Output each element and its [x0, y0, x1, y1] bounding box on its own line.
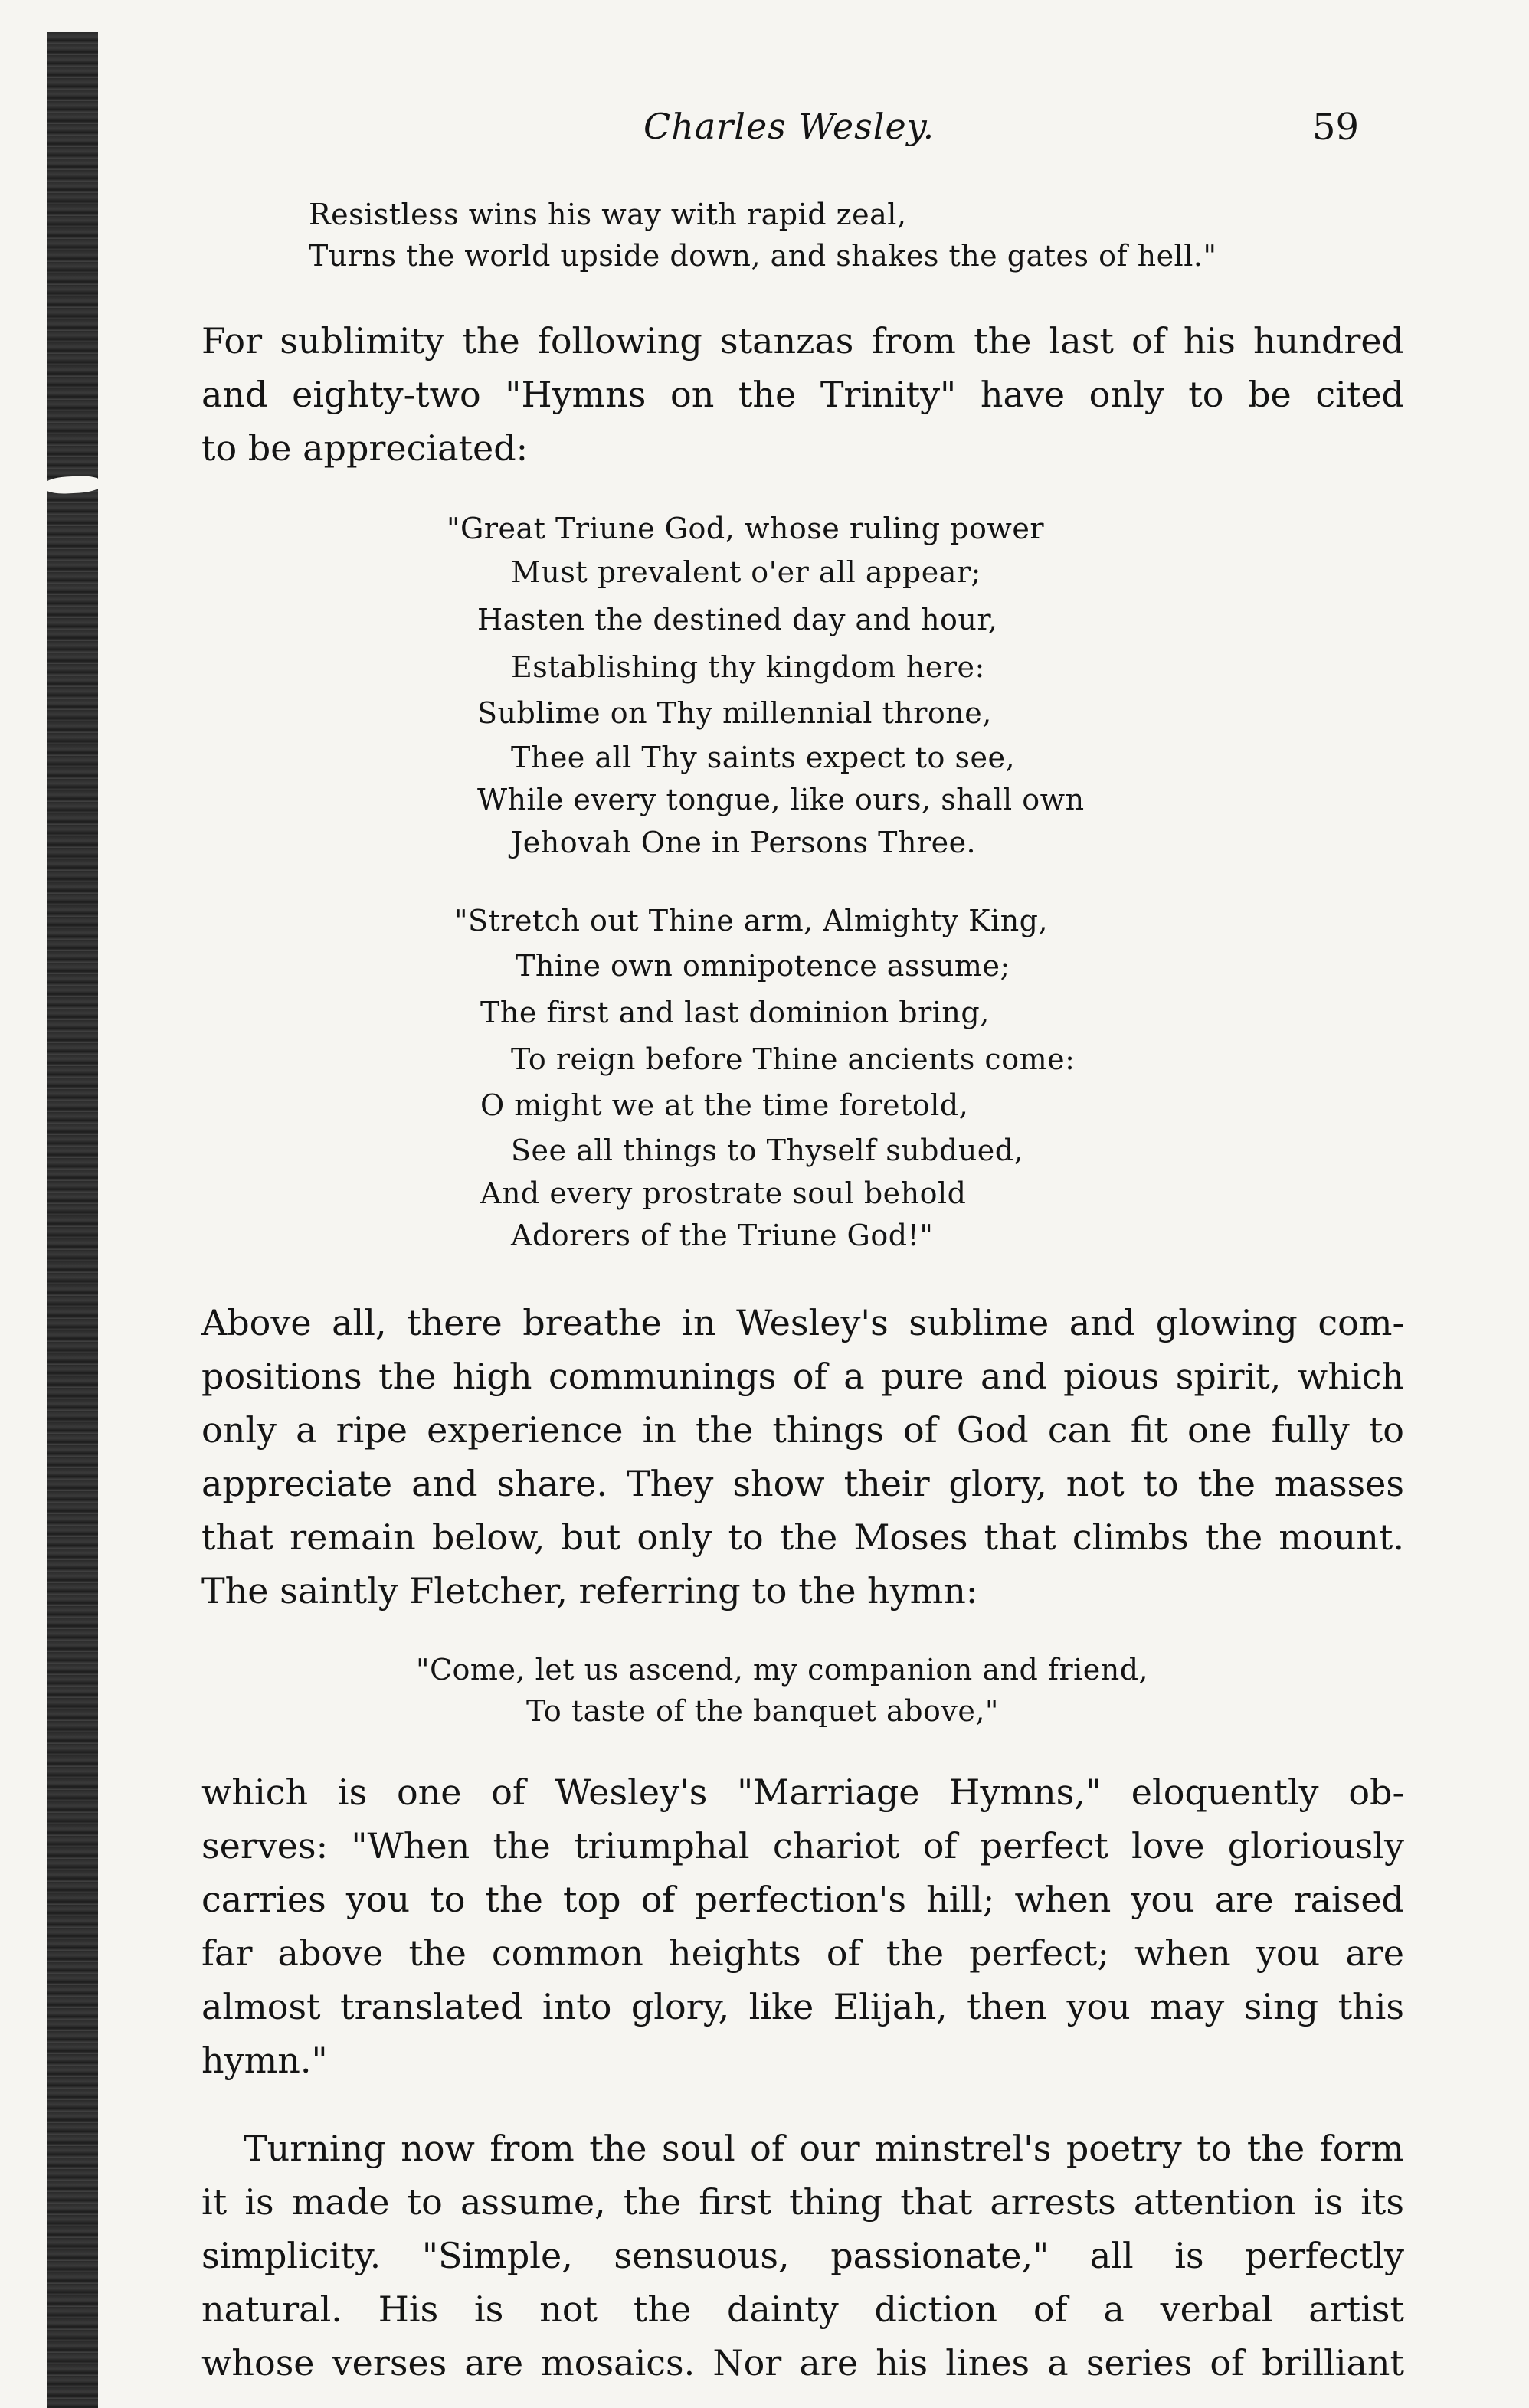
text-line: and eighty-two "Hymns on the Trinity" have only to be cited	[201, 374, 1404, 415]
scan-binding-edge	[47, 32, 98, 2408]
text-line: serves: "When the triumphal chariot of perfect love gloriously	[201, 1825, 1404, 1867]
paragraph-4	[201, 2122, 1404, 2390]
text-line: far above the common heights of the perfect; when you are	[201, 1932, 1404, 1974]
verse-line: "Come, let us ascend, my companion and friend,	[416, 1653, 1149, 1687]
text-line: natural. His is not the dainty diction of a verbal artist	[201, 2289, 1404, 2330]
page-header	[0, 106, 1529, 167]
text-line: positions the high communings of a pure and pious spirit, which	[201, 1356, 1404, 1397]
text-line: Turning now from the soul of our minstrel's poetry to the form	[244, 2128, 1404, 2169]
verse-line: Adorers of the Triune God!"	[511, 1219, 934, 1252]
verse-line: The first and last dominion bring,	[480, 996, 990, 1029]
verse-line: To reign before Thine ancients come:	[511, 1042, 1076, 1076]
text-line: appreciate and share. They show their glory, not to the masses	[201, 1463, 1404, 1504]
text-line: simplicity. "Simple, sensuous, passionate," all is perfectly	[201, 2235, 1404, 2276]
verse-line: Sublime on Thy millennial throne,	[477, 696, 992, 730]
paragraph-2	[201, 1296, 1404, 1618]
verse-line: And every prostrate soul behold	[480, 1176, 967, 1210]
verse-line: "Stretch out Thine arm, Almighty King,	[454, 904, 1049, 937]
text-line: For sublimity the following stanzas from the last of his hundred	[201, 320, 1404, 362]
running-head: Charles Wesley.	[643, 106, 935, 147]
text-line: hymn."	[201, 2040, 328, 2081]
text-line: Above all, there breathe in Wesley's sublime and glowing com-	[201, 1302, 1404, 1343]
text-line: almost translated into glory, like Elijah, then you may sing this	[201, 1986, 1404, 2027]
text-line: whose verses are mosaics. Nor are his lines a series of brilliant	[201, 2342, 1404, 2383]
verse-line: Must prevalent o'er all appear;	[511, 555, 981, 589]
verse-line: Jehovah One in Persons Three.	[511, 826, 977, 859]
verse-line: Hasten the destined day and hour,	[477, 603, 998, 636]
paragraph-3	[201, 1765, 1404, 2087]
paragraph-1	[201, 314, 1404, 475]
text-line: that remain below, but only to the Moses that climbs the mount.	[201, 1516, 1404, 1558]
verse-line: O might we at the time foretold,	[480, 1088, 969, 1122]
text-line: which is one of Wesley's "Marriage Hymns," eloquently ob-	[201, 1772, 1404, 1813]
verse-line: See all things to Thyself subdued,	[511, 1134, 1024, 1167]
text-line: The saintly Fletcher, referring to the hymn:	[201, 1570, 978, 1611]
quote-line: Resistless wins his way with rapid zeal,	[309, 198, 907, 231]
quote-line: Turns the world upside down, and shakes the gates of hell."	[309, 239, 1217, 273]
text-line: carries you to the top of perfection's hill; when you are raised	[201, 1879, 1404, 1920]
text-line: to be appreciated:	[201, 427, 529, 469]
text-line: it is made to assume, the first thing that arrests attention is its	[201, 2181, 1404, 2223]
verse-line: While every tongue, like ours, shall own	[477, 783, 1085, 816]
verse-line: Thee all Thy saints expect to see,	[511, 741, 1016, 774]
verse-line: Establishing thy kingdom here:	[511, 650, 985, 684]
page-number: 59	[1312, 106, 1360, 149]
text-line: only a ripe experience in the things of God can fit one fully to	[201, 1409, 1404, 1451]
verse-line: "Great Triune God, whose ruling power	[447, 512, 1045, 545]
verse-line: To taste of the banquet above,"	[526, 1694, 999, 1728]
verse-line: Thine own omnipotence assume;	[516, 949, 1010, 983]
